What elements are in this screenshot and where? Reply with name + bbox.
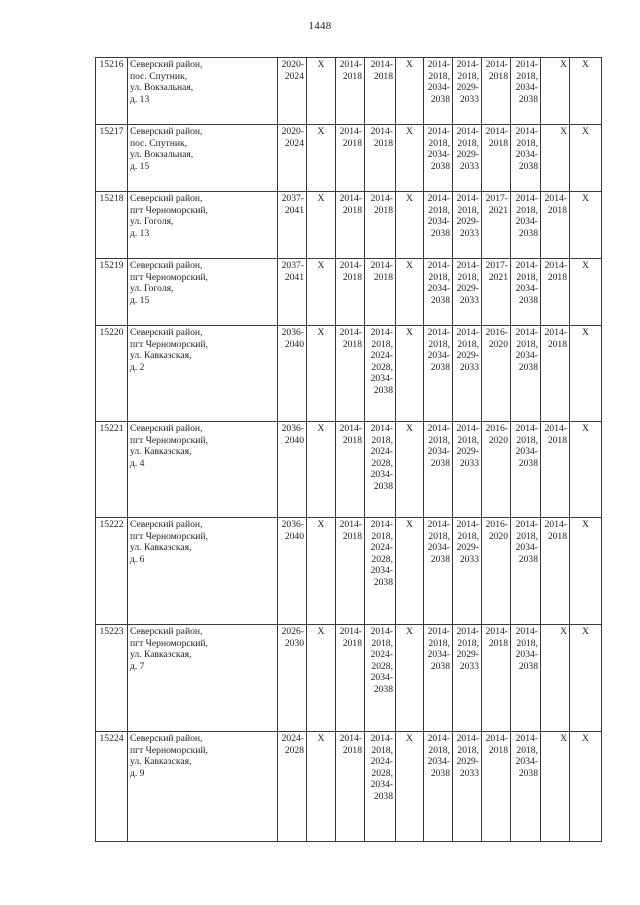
period-cell: 2014- 2018, 2029- 2033 <box>453 732 482 842</box>
period-cell: X <box>307 125 336 192</box>
period-cell: 2014- 2018, 2034- 2038 <box>511 326 541 422</box>
period-cell: X <box>307 192 336 259</box>
period-cell: 2014- 2018 <box>365 259 396 326</box>
period-cell: 2014- 2018, 2029- 2033 <box>453 192 482 259</box>
period-cell: X <box>307 625 336 732</box>
address-line: Северский район, <box>130 193 203 204</box>
period-cell: 2014- 2018, 2029- 2033 <box>453 625 482 732</box>
address-line: д. 15 <box>130 294 150 306</box>
period-cell: 2037- 2041 <box>278 192 307 259</box>
period-cell: X <box>541 732 570 842</box>
period-cell: 2014- 2018, 2034- 2038 <box>424 192 453 259</box>
period-cell: 2014- 2018 <box>336 625 365 732</box>
period-cell: 2014- 2018, 2034- 2038 <box>424 518 453 625</box>
period-cell: 2014- 2018, 2034- 2038 <box>424 326 453 422</box>
housing-register-table <box>95 57 602 842</box>
period-cell: 2014- 2018, 2029- 2033 <box>453 259 482 326</box>
row-number-cell: 15223 <box>96 625 128 732</box>
address-line: д. 7 <box>130 660 145 672</box>
period-cell: X <box>307 326 336 422</box>
period-cell: 2014- 2018, 2029- 2033 <box>453 326 482 422</box>
row-number-cell: 15221 <box>96 422 128 518</box>
period-cell: 2024- 2028 <box>278 732 307 842</box>
period-cell: 2014- 2018 <box>336 326 365 422</box>
address-line: д. 9 <box>130 767 145 779</box>
address-line: ул. Кавказская, <box>130 649 192 661</box>
period-cell: 2014- 2018 <box>336 259 365 326</box>
period-cell: 2014- 2018 <box>541 192 570 259</box>
period-cell: X <box>396 625 424 732</box>
period-cell: 2014- 2018 <box>482 732 511 842</box>
period-cell: 2036- 2040 <box>278 422 307 518</box>
address-line: д. 2 <box>130 361 145 373</box>
address-cell <box>128 625 278 732</box>
address-cell <box>128 125 278 192</box>
address-line: д. 15 <box>130 160 150 172</box>
address-line: Северский район, <box>130 260 203 271</box>
address-line: пос. Спутник, <box>130 70 188 82</box>
address-line: Северский район, <box>130 626 203 637</box>
address-line: пгт Черноморский, <box>130 530 208 542</box>
period-cell: 2014- 2018 <box>365 58 396 125</box>
address-cell <box>128 259 278 326</box>
period-cell: 2014- 2018, 2034- 2038 <box>424 625 453 732</box>
address-cell <box>128 422 278 518</box>
period-cell: X <box>307 58 336 125</box>
table-row <box>96 625 602 732</box>
address-line: Северский район, <box>130 327 203 338</box>
table-row <box>96 518 602 625</box>
period-cell: 2014- 2018 <box>336 125 365 192</box>
period-cell: X <box>396 58 424 125</box>
address-line: ул. Гоголя, <box>130 283 174 295</box>
address-line: ул. Вокзальная, <box>130 82 194 94</box>
address-line: Северский район, <box>130 423 203 434</box>
table-row <box>96 125 602 192</box>
address-line: пгт Черноморский, <box>130 637 208 649</box>
period-cell: 2014- 2018, 2034- 2038 <box>424 732 453 842</box>
address-line: д. 6 <box>130 553 145 565</box>
register-body <box>96 58 602 842</box>
period-cell: 2036- 2040 <box>278 518 307 625</box>
table-row <box>96 259 602 326</box>
address-cell <box>128 192 278 259</box>
period-cell: 2014- 2018, 2029- 2033 <box>453 125 482 192</box>
address-line: пгт Черноморский, <box>130 338 208 350</box>
period-cell: 2014- 2018 <box>336 518 365 625</box>
period-cell: X <box>541 58 570 125</box>
period-cell: 2036- 2040 <box>278 326 307 422</box>
period-cell: X <box>307 259 336 326</box>
table-row <box>96 732 602 842</box>
period-cell: X <box>570 58 602 125</box>
address-line: ул. Кавказская, <box>130 446 192 458</box>
period-cell: 2014- 2018, 2034- 2038 <box>511 125 541 192</box>
table-row <box>96 58 602 125</box>
period-cell: X <box>307 422 336 518</box>
period-cell: 2014- 2018 <box>482 125 511 192</box>
period-cell: 2014- 2018 <box>541 259 570 326</box>
period-cell: 2016- 2020 <box>482 518 511 625</box>
address-line: пос. Спутник, <box>130 137 188 149</box>
address-line: Северский район, <box>130 126 203 137</box>
period-cell: 2014- 2018, 2029- 2033 <box>453 518 482 625</box>
period-cell: X <box>541 125 570 192</box>
period-cell: 2014- 2018, 2024- 2028, 2034- 2038 <box>365 326 396 422</box>
period-cell: X <box>396 192 424 259</box>
period-cell: X <box>396 732 424 842</box>
address-line: ул. Кавказская, <box>130 350 192 362</box>
period-cell: 2014- 2018 <box>336 422 365 518</box>
address-line: Северский район, <box>130 519 203 530</box>
period-cell: 2014- 2018 <box>336 58 365 125</box>
period-cell: 2014- 2018, 2034- 2038 <box>511 518 541 625</box>
period-cell: X <box>570 518 602 625</box>
period-cell: X <box>396 326 424 422</box>
address-cell <box>128 326 278 422</box>
period-cell: 2014- 2018 <box>541 518 570 625</box>
period-cell: 2016- 2020 <box>482 326 511 422</box>
address-line: д. 13 <box>130 227 150 239</box>
row-number-cell: 15220 <box>96 326 128 422</box>
row-number-cell: 15219 <box>96 259 128 326</box>
period-cell: 2014- 2018 <box>482 58 511 125</box>
period-cell: 2014- 2018, 2024- 2028, 2034- 2038 <box>365 625 396 732</box>
period-cell: X <box>570 625 602 732</box>
address-line: ул. Вокзальная, <box>130 149 194 161</box>
period-cell: 2014- 2018 <box>336 732 365 842</box>
address-cell <box>128 58 278 125</box>
period-cell: 2014- 2018, 2034- 2038 <box>511 192 541 259</box>
period-cell: 2020- 2024 <box>278 58 307 125</box>
period-cell: X <box>570 192 602 259</box>
row-number-cell: 15218 <box>96 192 128 259</box>
period-cell: 2014- 2018 <box>365 192 396 259</box>
period-cell: 2014- 2018 <box>541 326 570 422</box>
address-line: пгт Черноморский, <box>130 271 208 283</box>
period-cell: 2014- 2018, 2034- 2038 <box>424 259 453 326</box>
address-line: Северский район, <box>130 733 203 744</box>
address-cell <box>128 732 278 842</box>
row-number-cell: 15222 <box>96 518 128 625</box>
period-cell: X <box>541 625 570 732</box>
period-cell: X <box>396 259 424 326</box>
address-line: пгт Черноморский, <box>130 204 208 216</box>
page-number: 1448 <box>308 20 332 32</box>
period-cell: X <box>396 125 424 192</box>
period-cell: X <box>307 732 336 842</box>
period-cell: 2017- 2021 <box>482 259 511 326</box>
address-line: Северский район, <box>130 59 203 70</box>
period-cell: 2014- 2018, 2024- 2028, 2034- 2038 <box>365 732 396 842</box>
row-number-cell: 15216 <box>96 58 128 125</box>
period-cell: 2014- 2018, 2034- 2038 <box>511 259 541 326</box>
period-cell: 2037- 2041 <box>278 259 307 326</box>
row-number-cell: 15224 <box>96 732 128 842</box>
address-line: пгт Черноморский, <box>130 744 208 756</box>
address-line: ул. Гоголя, <box>130 216 174 228</box>
period-cell: X <box>570 732 602 842</box>
period-cell: 2016- 2020 <box>482 422 511 518</box>
address-line: ул. Кавказская, <box>130 756 192 768</box>
period-cell: 2014- 2018, 2034- 2038 <box>424 125 453 192</box>
period-cell: 2014- 2018, 2034- 2038 <box>511 58 541 125</box>
period-cell: 2014- 2018 <box>482 625 511 732</box>
period-cell: 2014- 2018 <box>336 192 365 259</box>
period-cell: 2020- 2024 <box>278 125 307 192</box>
period-cell: X <box>570 422 602 518</box>
period-cell: 2026- 2030 <box>278 625 307 732</box>
address-line: ул. Кавказская, <box>130 542 192 554</box>
period-cell: 2014- 2018, 2034- 2038 <box>511 732 541 842</box>
period-cell: 2014- 2018, 2029- 2033 <box>453 58 482 125</box>
period-cell: X <box>570 259 602 326</box>
period-cell: 2014- 2018, 2034- 2038 <box>511 422 541 518</box>
period-cell: 2014- 2018, 2034- 2038 <box>511 625 541 732</box>
period-cell: 2014- 2018, 2024- 2028, 2034- 2038 <box>365 518 396 625</box>
period-cell: 2017- 2021 <box>482 192 511 259</box>
address-line: д. 13 <box>130 93 150 105</box>
period-cell: X <box>307 518 336 625</box>
period-cell: 2014- 2018, 2034- 2038 <box>424 58 453 125</box>
address-cell <box>128 518 278 625</box>
address-line: пгт Черноморский, <box>130 434 208 446</box>
period-cell: 2014- 2018 <box>365 125 396 192</box>
table-row <box>96 422 602 518</box>
period-cell: 2014- 2018, 2024- 2028, 2034- 2038 <box>365 422 396 518</box>
period-cell: 2014- 2018, 2029- 2033 <box>453 422 482 518</box>
table-row <box>96 192 602 259</box>
period-cell: 2014- 2018, 2034- 2038 <box>424 422 453 518</box>
row-number-cell: 15217 <box>96 125 128 192</box>
address-line: д. 4 <box>130 457 145 469</box>
period-cell: X <box>570 326 602 422</box>
period-cell: X <box>570 125 602 192</box>
period-cell: 2014- 2018 <box>541 422 570 518</box>
period-cell: X <box>396 422 424 518</box>
period-cell: X <box>396 518 424 625</box>
table-row <box>96 326 602 422</box>
